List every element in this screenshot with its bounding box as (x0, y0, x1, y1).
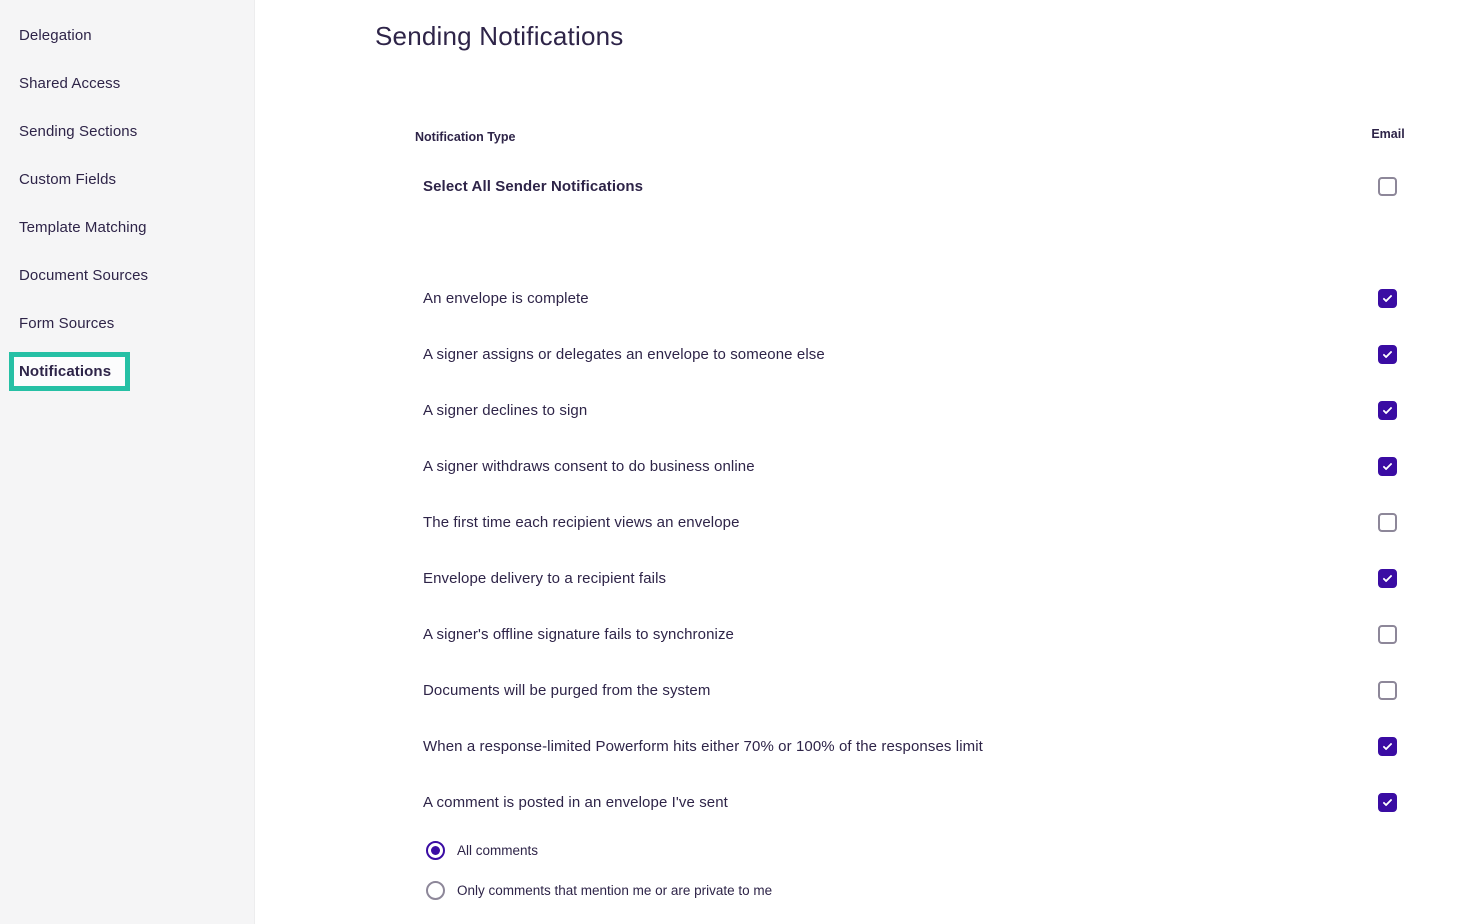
check-icon (1383, 404, 1393, 414)
check-icon (1383, 740, 1393, 750)
settings-sidebar (0, 0, 255, 924)
sidebar-item-label: Document Sources (19, 266, 149, 284)
column-header-email: Email (1371, 127, 1405, 141)
sidebar-item-document-sources[interactable] (0, 251, 254, 299)
table-row (423, 438, 1397, 494)
email-checkbox[interactable] (1378, 401, 1397, 420)
select-all-row (423, 158, 1397, 214)
comment-option-mentions (426, 876, 772, 904)
sidebar-item-label: Notifications (19, 362, 112, 380)
table-row (423, 326, 1397, 382)
check-icon (1383, 292, 1393, 302)
sidebar-item-custom-fields[interactable] (0, 155, 254, 203)
table-row (423, 270, 1397, 326)
table-row (423, 662, 1397, 718)
sidebar-item-label: Template Matching (19, 218, 147, 236)
email-checkbox[interactable] (1378, 345, 1397, 364)
check-icon (1383, 572, 1393, 582)
table-row (423, 494, 1397, 550)
check-icon (1383, 460, 1393, 470)
notification-type-label: A comment is posted in an envelope I've sent (423, 793, 728, 811)
sidebar-item-notifications[interactable] (0, 347, 254, 395)
email-checkbox[interactable] (1378, 289, 1397, 308)
mention-comments-radio[interactable] (426, 881, 445, 900)
table-row (423, 774, 1397, 830)
notification-type-label: An envelope is complete (423, 289, 589, 307)
email-checkbox[interactable] (1378, 737, 1397, 756)
table-row (423, 606, 1397, 662)
check-icon (1383, 348, 1393, 358)
email-checkbox[interactable] (1378, 569, 1397, 588)
comment-option-all (426, 836, 538, 864)
mention-comments-label[interactable]: Only comments that mention me or are private to me (457, 882, 773, 898)
notification-type-label: A signer's offline signature fails to synchronize (423, 625, 734, 643)
table-row (423, 550, 1397, 606)
notification-type-label: A signer assigns or delegates an envelope to someone else (423, 345, 825, 363)
notifications-highlight-box (9, 352, 130, 391)
email-checkbox[interactable] (1378, 457, 1397, 476)
sidebar-item-label: Delegation (19, 26, 92, 44)
notification-type-label: When a response-limited Powerform hits either 70% or 100% of the responses limit (423, 737, 983, 755)
sidebar-item-form-sources[interactable] (0, 299, 254, 347)
table-row (423, 718, 1397, 774)
sidebar-item-label: Shared Access (19, 74, 121, 92)
all-comments-radio[interactable] (426, 841, 445, 860)
sidebar-item-label: Form Sources (19, 314, 115, 332)
all-comments-label[interactable]: All comments (457, 842, 539, 858)
notification-type-label: Documents will be purged from the system (423, 681, 711, 699)
email-checkbox[interactable] (1378, 625, 1397, 644)
email-checkbox[interactable] (1378, 681, 1397, 700)
sidebar-item-sending-sections[interactable] (0, 107, 254, 155)
sidebar-item-label: Sending Sections (19, 122, 138, 140)
column-header-notification-type: Notification Type (415, 130, 516, 144)
notification-type-label: The first time each recipient views an envelope (423, 513, 740, 531)
page-title: Sending Notifications (375, 21, 624, 51)
select-all-email-checkbox[interactable] (1378, 177, 1397, 196)
radio-dot-icon (431, 846, 440, 855)
notification-type-label: A signer withdraws consent to do business online (423, 457, 755, 475)
email-checkbox[interactable] (1378, 793, 1397, 812)
notification-type-label: A signer declines to sign (423, 401, 588, 419)
sidebar-item-label: Custom Fields (19, 170, 117, 188)
sidebar-item-delegation[interactable] (0, 11, 254, 59)
select-all-label: Select All Sender Notifications (423, 177, 644, 195)
email-checkbox[interactable] (1378, 513, 1397, 532)
notification-type-label: Envelope delivery to a recipient fails (423, 569, 667, 587)
sidebar-item-shared-access[interactable] (0, 59, 254, 107)
check-icon (1383, 796, 1393, 806)
table-row (423, 382, 1397, 438)
sidebar-item-template-matching[interactable] (0, 203, 254, 251)
